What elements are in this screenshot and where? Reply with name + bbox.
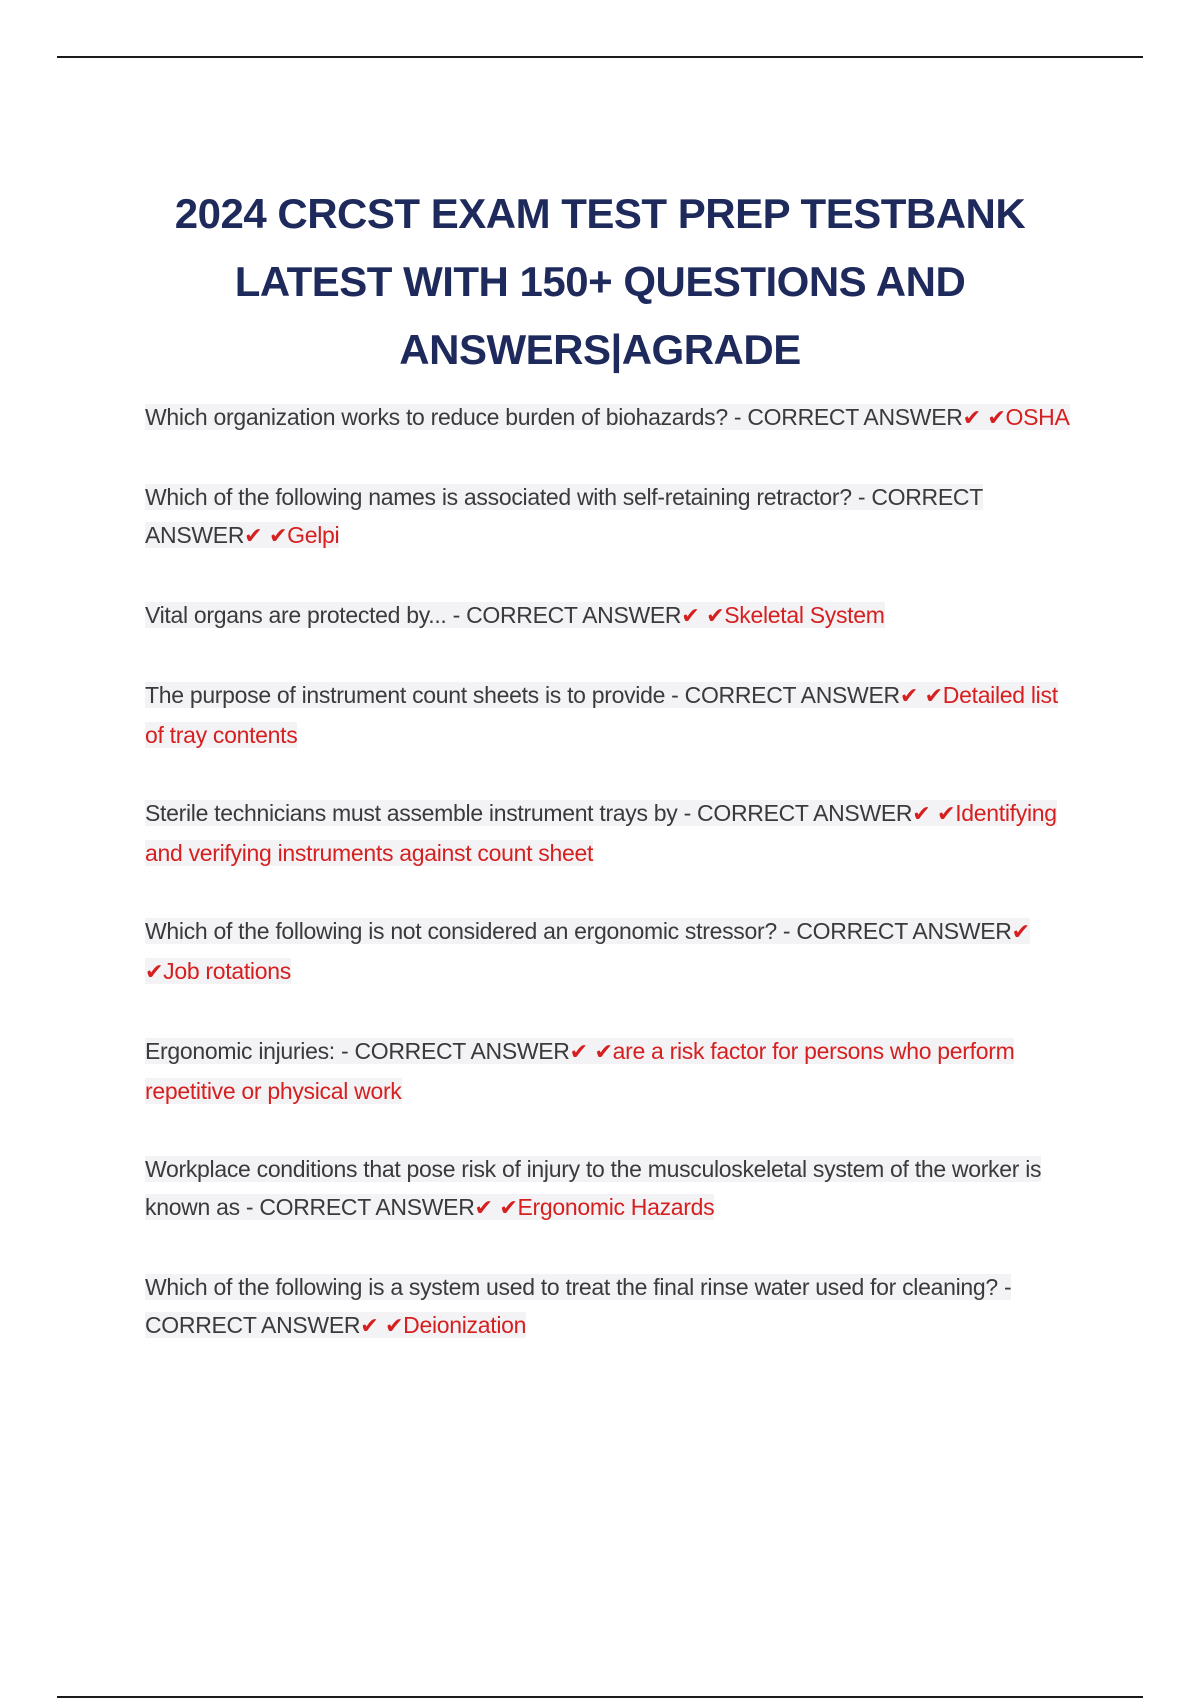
question-text: Sterile technicians must assemble instrument trays by bbox=[145, 800, 678, 826]
question-text: Which of the following is a system used to treat the final rinse water used for cleaning? bbox=[145, 1274, 998, 1300]
check-mark-icon: ✔ ✔ bbox=[360, 1314, 404, 1339]
bottom-rule bbox=[57, 1696, 1143, 1698]
question-text: Which organization works to reduce burden of biohazards? bbox=[145, 404, 728, 430]
separator: - bbox=[727, 404, 748, 430]
correct-answer-label: CORRECT ANSWER bbox=[697, 800, 913, 826]
qa-item bbox=[145, 1150, 1080, 1228]
check-mark-icon: ✔ ✔ bbox=[244, 524, 288, 549]
check-mark-icon: ✔ ✔ bbox=[681, 604, 725, 629]
answer-text: Identifying and verifying instruments against count sheet bbox=[145, 800, 1057, 866]
qa-item bbox=[145, 596, 1080, 636]
correct-answer-label: CORRECT ANSWER bbox=[747, 404, 963, 430]
check-mark-icon: ✔ ✔ bbox=[145, 920, 1030, 985]
answer-text: Gelpi bbox=[287, 522, 340, 548]
qa-item bbox=[145, 1268, 1080, 1346]
answer-text: Detailed list of tray contents bbox=[145, 682, 1058, 748]
qa-item bbox=[145, 676, 1080, 754]
answer-text: Ergonomic Hazards bbox=[517, 1194, 715, 1220]
correct-answer-label: CORRECT ANSWER bbox=[145, 1312, 361, 1338]
answer-text: are a risk factor for persons who perform repetitive or physical work bbox=[145, 1038, 1015, 1104]
qa-item bbox=[145, 398, 1080, 438]
correct-answer-label: CORRECT ANSWER bbox=[259, 1194, 475, 1220]
question-text: Vital organs are protected by... bbox=[145, 602, 447, 628]
separator: - bbox=[677, 800, 698, 826]
separator: - bbox=[851, 484, 872, 510]
check-mark-icon: ✔ ✔ bbox=[474, 1196, 518, 1221]
qa-item bbox=[145, 912, 1080, 992]
question-text: The purpose of instrument count sheets is to provide bbox=[145, 682, 666, 708]
question-text: Which of the following names is associated with self-retaining retractor? bbox=[145, 484, 852, 510]
separator: - bbox=[665, 682, 685, 708]
qa-item bbox=[145, 1032, 1080, 1110]
correct-answer-label: CORRECT ANSWER bbox=[466, 602, 682, 628]
qa-item bbox=[145, 794, 1080, 872]
correct-answer-label: CORRECT ANSWER bbox=[796, 918, 1012, 944]
document-title: 2024 CRCST EXAM TEST PREP TESTBANK LATEST WITH 150+ QUESTIONS AND ANSWERS|AGRADE bbox=[174, 190, 1026, 373]
check-mark-icon: ✔ ✔ bbox=[899, 684, 943, 709]
correct-answer-label: CORRECT ANSWER bbox=[684, 682, 900, 708]
answer-text: Job rotations bbox=[163, 958, 291, 984]
check-mark-icon: ✔ ✔ bbox=[962, 406, 1006, 431]
answer-text: Skeletal System bbox=[724, 602, 885, 628]
answer-text: OSHA bbox=[1005, 404, 1070, 430]
separator: - bbox=[776, 918, 797, 944]
separator: - bbox=[997, 1274, 1012, 1300]
question-text: Which of the following is not considered an ergonomic stressor? bbox=[145, 918, 777, 944]
qa-list bbox=[145, 398, 1080, 1386]
qa-item bbox=[145, 478, 1080, 556]
check-mark-icon: ✔ ✔ bbox=[569, 1040, 613, 1065]
correct-answer-label: CORRECT ANSWER bbox=[145, 484, 983, 548]
check-mark-icon: ✔ ✔ bbox=[912, 802, 956, 827]
question-text: Ergonomic injuries: bbox=[145, 1038, 335, 1064]
answer-text: Deionization bbox=[403, 1312, 527, 1338]
question-text: Workplace conditions that pose risk of injury to the musculoskeletal system of the worker is known as bbox=[145, 1156, 1042, 1220]
correct-answer-label: CORRECT ANSWER bbox=[354, 1038, 570, 1064]
separator: - bbox=[446, 602, 467, 628]
top-rule bbox=[57, 56, 1143, 58]
separator: - bbox=[239, 1194, 260, 1220]
separator: - bbox=[334, 1038, 355, 1064]
